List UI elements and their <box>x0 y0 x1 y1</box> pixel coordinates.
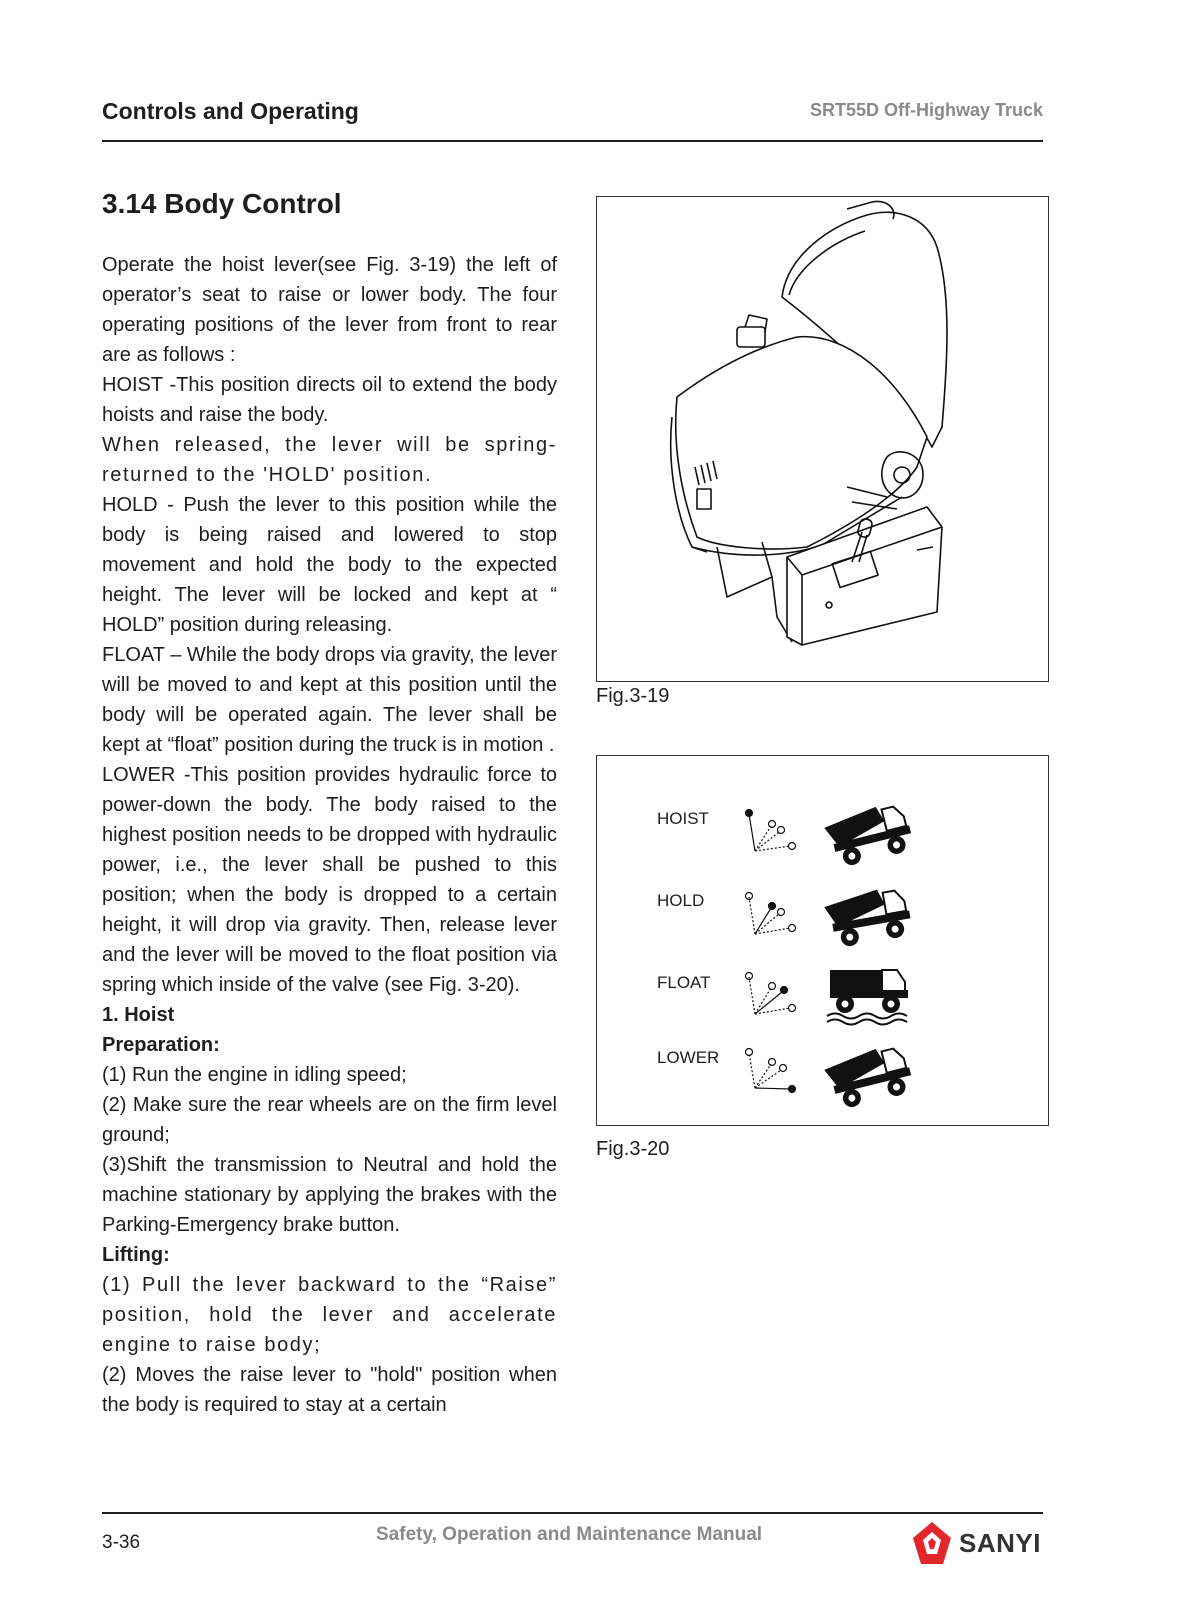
lever-hold-icon <box>746 893 796 935</box>
position-label-lower: LOWER <box>657 1048 720 1067</box>
heading-hoist: 1. Hoist <box>102 1004 175 1026</box>
brand-name: SANYI <box>959 1528 1041 1558</box>
paragraph-intro: Operate the hoist lever(see Fig. 3-19) the left of operator’s seat to raise or lower body. The four operating positions of the lever from front to rear are as follows : <box>102 254 557 366</box>
position-label-float: FLOAT <box>657 973 711 992</box>
paragraph-release: When released, the lever will be spring-returned to the 'HOLD' position. <box>102 434 557 486</box>
heading-lifting: Lifting: <box>102 1244 170 1266</box>
header-section-title: Controls and Operating <box>102 98 359 124</box>
figure-lever-positions <box>596 755 1049 1126</box>
header-divider <box>102 140 1043 142</box>
lift-step-1: (1) Pull the lever backward to the “Raise” position, hold the lever and accelerate engine to raise body; <box>102 1274 557 1356</box>
page-number: 3-36 <box>102 1532 141 1553</box>
seat-illustration-icon <box>597 197 1048 681</box>
sanyi-logo-icon <box>907 1518 957 1568</box>
heading-preparation: Preparation: <box>102 1034 220 1056</box>
truck-hold-icon <box>823 885 914 950</box>
lift-step-2: (2) Moves the raise lever to "hold" position when the body is required to stay at a certain <box>102 1364 557 1416</box>
truck-float-icon <box>827 970 908 1025</box>
paragraph-hold: HOLD - Push the lever to this position while the body is being raised and lowered to stop movement and hold the body to the expected height. The lever will be locked and kept at “ HOLD” position during releasing. <box>102 494 557 636</box>
figure-operator-seat <box>596 196 1049 682</box>
section-title: 3.14 Body Control <box>102 188 342 219</box>
lever-hoist-icon <box>746 810 796 852</box>
body-text-column <box>102 250 557 1420</box>
figure-3-20-caption: Fig.3-20 <box>596 1138 670 1160</box>
figure-3-19-caption: Fig.3-19 <box>596 685 670 707</box>
lever-float-icon <box>746 973 796 1015</box>
footer-divider <box>102 1512 1043 1514</box>
footer-manual-title: Safety, Operation and Maintenance Manual <box>376 1524 763 1545</box>
position-label-hold: HOLD <box>657 891 705 910</box>
paragraph-float: FLOAT – While the body drops via gravity, the lever will be moved to and kept at this position until the body will be operated again. The lever shall be kept at “float” position during the truck is in motion . <box>102 644 557 756</box>
prep-step-1: (1) Run the engine in idling speed; <box>102 1064 407 1086</box>
position-label-hoist: HOIST <box>657 809 709 828</box>
lever-lower-icon <box>746 1049 796 1093</box>
prep-step-3: (3)Shift the transmission to Neutral and hold the machine stationary by applying the brakes with the Parking-Emergency brake button. <box>102 1154 557 1236</box>
paragraph-hoist: HOIST -This position directs oil to extend the body hoists and raise the body. <box>102 374 557 426</box>
lever-position-diagram <box>597 756 1048 1125</box>
paragraph-lower: LOWER -This position provides hydraulic force to power-down the body. The body raised to the highest position needs to be dropped with hydraulic power, i.e., the lever shall be pushed to this position; when the body is dropped to a certain height, it will drop via gravity. Then, release lever and the lever will be moved to the float position via spring which inside of the valve (see Fig. 3-20). <box>102 764 557 996</box>
truck-lower-icon <box>822 1042 915 1112</box>
sanyi-logo <box>907 1518 1047 1568</box>
header-product-name: SRT55D Off-Highway Truck <box>809 100 1043 120</box>
truck-hoist-icon <box>822 800 915 870</box>
prep-step-2: (2) Make sure the rear wheels are on the firm level ground; <box>102 1094 557 1146</box>
